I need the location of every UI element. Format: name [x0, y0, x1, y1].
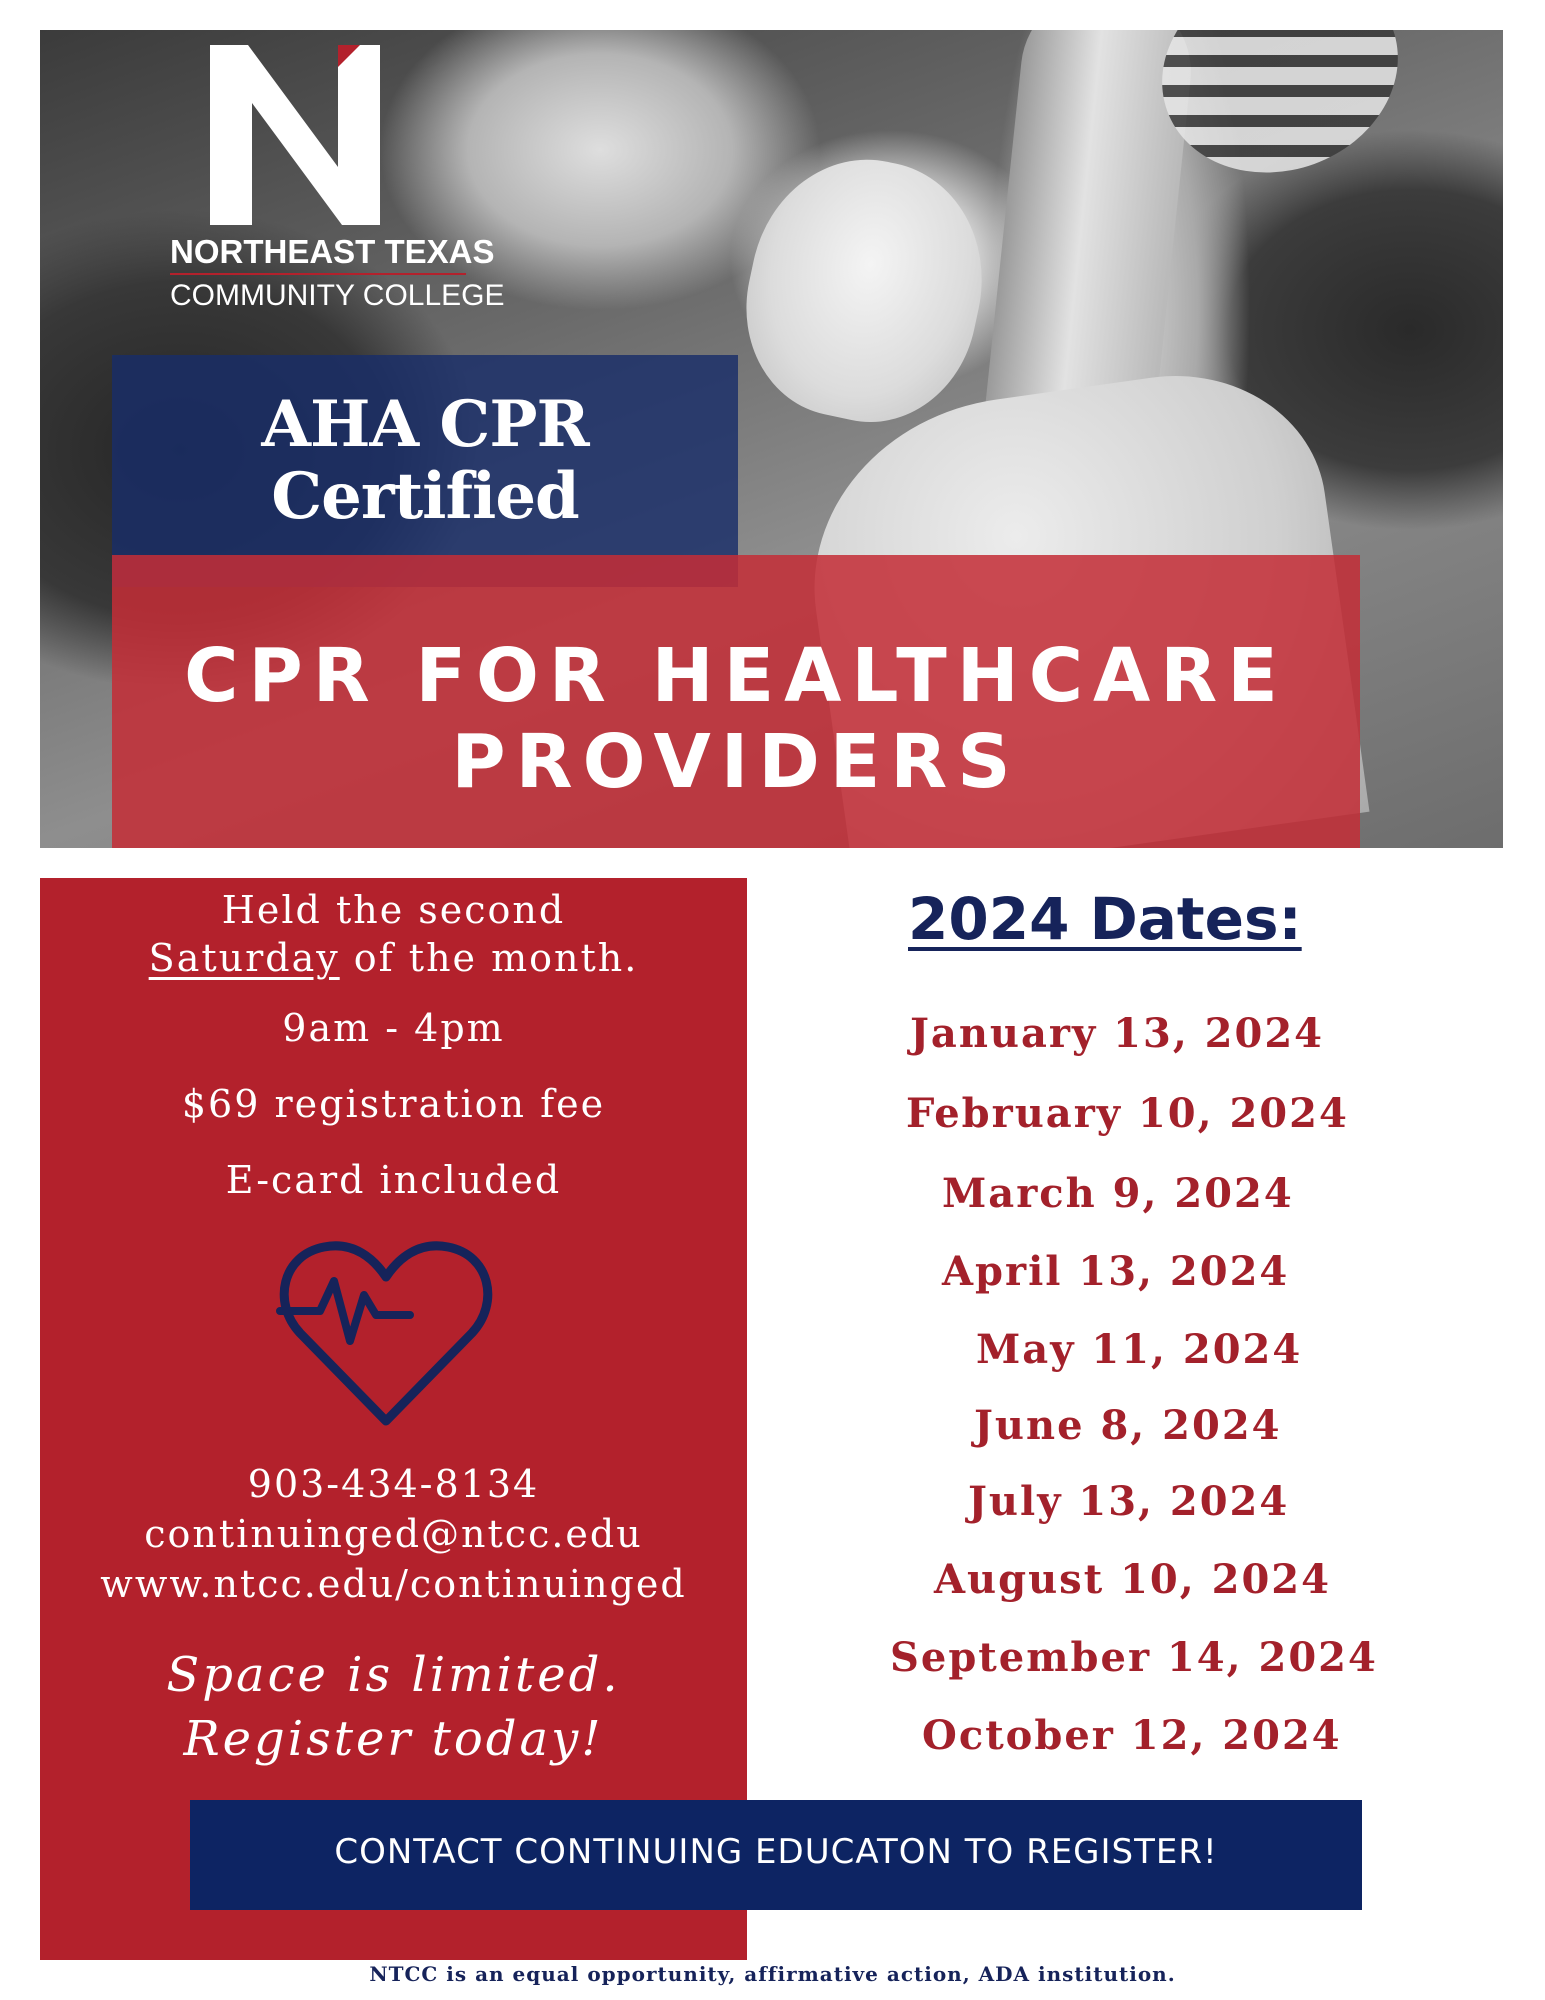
logo-divider [170, 273, 466, 275]
equal-opportunity-footer: NTCC is an equal opportunity, affirmative action, ADA institution. [369, 1962, 1176, 1986]
space-limited-callout [40, 1643, 747, 1771]
course-info-panel [40, 878, 747, 1960]
register-cta-text: CONTACT CONTINUING EDUCATON TO REGISTER! [334, 1832, 1218, 1872]
date-item: January 13, 2024 [910, 1010, 1325, 1057]
ecard-note: E-card included [225, 1158, 562, 1202]
schedule-rest: of the month. [339, 936, 639, 980]
aha-badge-line1: AHA CPR [261, 387, 589, 462]
hero-photo-manikin-head [725, 139, 1004, 441]
date-item: February 10, 2024 [906, 1090, 1349, 1137]
date-item: September 14, 2024 [890, 1634, 1378, 1681]
registration-fee: $69 registration fee [181, 1082, 606, 1126]
schedule-line2 [40, 936, 747, 980]
hero-banner [40, 30, 1503, 848]
contact-phone[interactable]: 903-434-8134 [247, 1462, 540, 1506]
aha-badge-line2: Certified [271, 459, 579, 534]
course-title-box [112, 555, 1360, 848]
course-title [112, 633, 1360, 805]
date-item: June 8, 2024 [974, 1402, 1282, 1449]
space-limited-line2: Register today! [183, 1711, 604, 1767]
course-title-line1: CPR FOR HEALTHCARE [184, 633, 1288, 719]
dates-heading: 2024 Dates: [908, 885, 1302, 953]
date-item: July 13, 2024 [968, 1478, 1290, 1525]
date-item: October 12, 2024 [922, 1712, 1342, 1759]
date-item: March 9, 2024 [942, 1170, 1294, 1217]
contact-email[interactable]: continuinged@ntcc.edu [144, 1512, 643, 1556]
heartbeat-heart-icon [276, 1233, 496, 1433]
register-cta-banner[interactable] [190, 1800, 1362, 1910]
aha-badge-text [112, 389, 738, 533]
college-logo-n-icon [210, 45, 380, 225]
course-time: 9am - 4pm [282, 1006, 505, 1050]
course-title-line2: PROVIDERS [451, 719, 1021, 805]
date-item: April 13, 2024 [942, 1248, 1290, 1295]
schedule-day: Saturday [148, 936, 340, 980]
college-name-line1: NORTHEAST TEXAS [170, 233, 495, 270]
date-item: May 11, 2024 [976, 1326, 1303, 1373]
college-logo [170, 45, 505, 313]
space-limited-line1: Space is limited. [166, 1647, 621, 1703]
schedule-line1: Held the second [221, 888, 566, 932]
contact-website[interactable]: www.ntcc.edu/continuinged [100, 1562, 687, 1606]
college-name-line2: COMMUNITY COLLEGE [170, 279, 505, 312]
aha-badge [112, 355, 738, 587]
date-item: August 10, 2024 [934, 1556, 1331, 1603]
